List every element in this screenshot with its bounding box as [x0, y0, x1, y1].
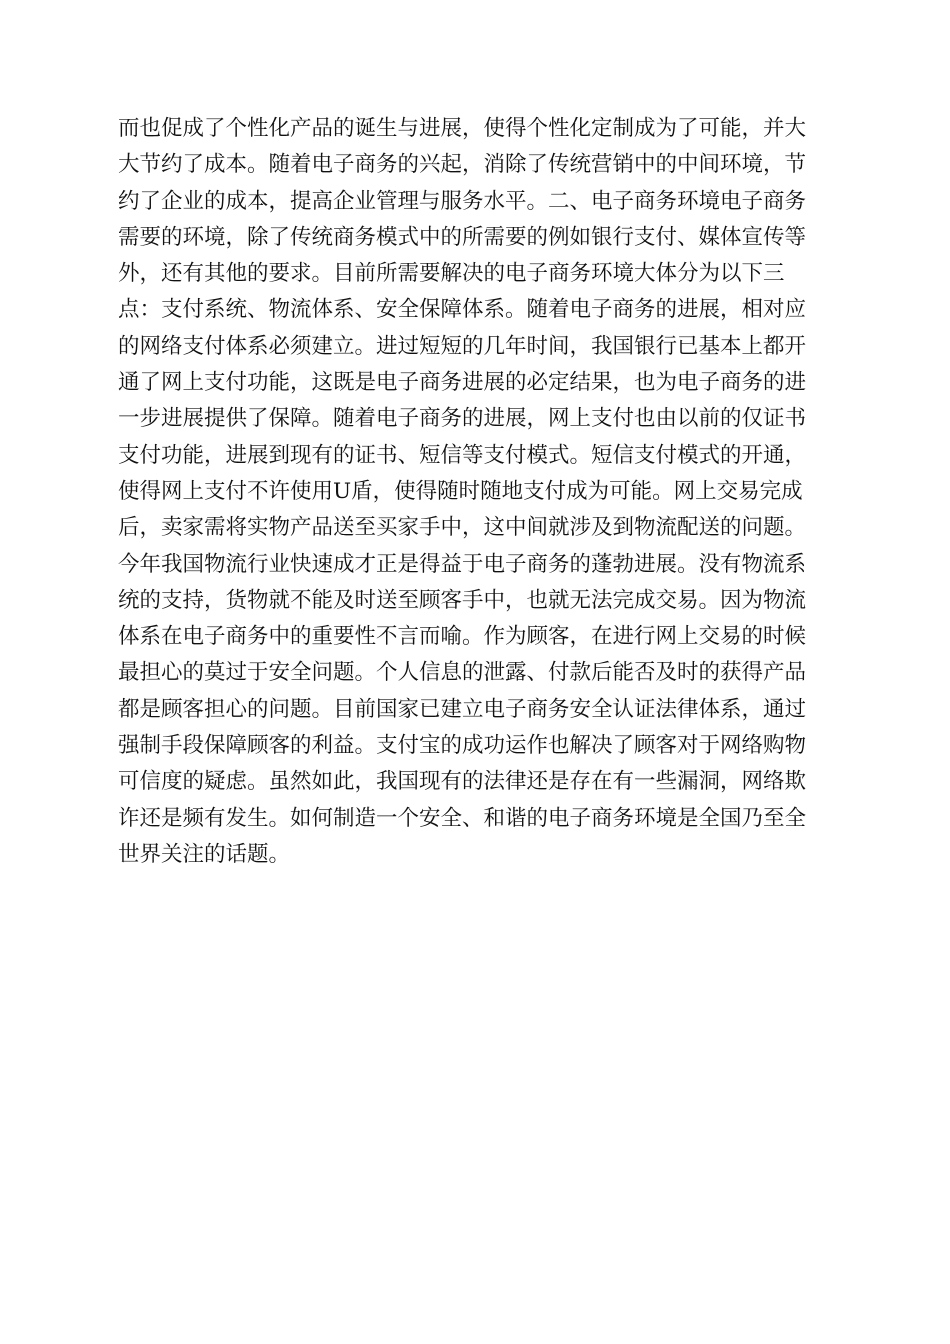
- body-paragraph: [118, 111, 838, 873]
- text-line: 诈还是频有发生。如何制造一个安全、和谐的电子商务环境是全国乃至全: [118, 805, 807, 831]
- text-line: 都是顾客担心的问题。目前国家已建立电子商务安全认证法律体系，通过: [118, 696, 807, 722]
- text-line: 一步进展提供了保障。随着电子商务的进展，网上支付也由以前的仅证书: [118, 406, 807, 432]
- text-line: 强制手段保障顾客的利益。支付宝的成功运作也解决了顾客对于网络购物: [118, 733, 807, 759]
- text-line: 通了网上支付功能，这既是电子商务进展的必定结果，也为电子商务的进: [118, 370, 807, 396]
- text-line: 约了企业的成本，提高企业管理与服务水平。二、电子商务环境电子商务: [118, 188, 807, 214]
- text-line: 统的支持，货物就不能及时送至顾客手中，也就无法完成交易。因为物流: [118, 587, 807, 613]
- text-line: 大节约了成本。随着电子商务的兴起，消除了传统营销中的中间环境，节: [118, 152, 807, 178]
- text-line: 而也促成了个性化产品的诞生与进展，使得个性化定制成为了可能，并大: [118, 116, 807, 141]
- text-line: 支付功能，进展到现有的证书、短信等支付模式。短信支付模式的开通，: [118, 442, 807, 468]
- text-line: 体系在电子商务中的重要性不言而喻。作为顾客，在进行网上交易的时候: [118, 624, 807, 650]
- text-line: 后，卖家需将实物产品送至买家手中，这中间就涉及到物流配送的问题。: [118, 515, 807, 541]
- text-line: 今年我国物流行业快速成才正是得益于电子商务的蓬勃进展。没有物流系: [118, 551, 807, 577]
- text-line: 世界关注的话题。: [118, 841, 291, 867]
- text-line: 的网络支付体系必须建立。进过短短的几年时间，我国银行已基本上都开: [118, 333, 807, 359]
- text-line: 可信度的疑虑。虽然如此，我国现有的法律还是存在有一些漏洞，网络欺: [118, 769, 807, 795]
- text-line: 外，还有其他的要求。目前所需要解决的电子商务环境大体分为以下三: [118, 261, 785, 287]
- text-line: 点：支付系统、物流体系、安全保障体系。随着电子商务的进展，相对应: [118, 297, 807, 323]
- text-line: 使得网上支付不许使用U盾，使得随时随地支付成为可能。网上交易完成: [118, 478, 803, 504]
- text-line: 需要的环境，除了传统商务模式中的所需要的例如银行支付、媒体宣传等: [118, 224, 807, 250]
- text-line: 最担心的莫过于安全问题。个人信息的泄露、付款后能否及时的获得产品: [118, 660, 807, 686]
